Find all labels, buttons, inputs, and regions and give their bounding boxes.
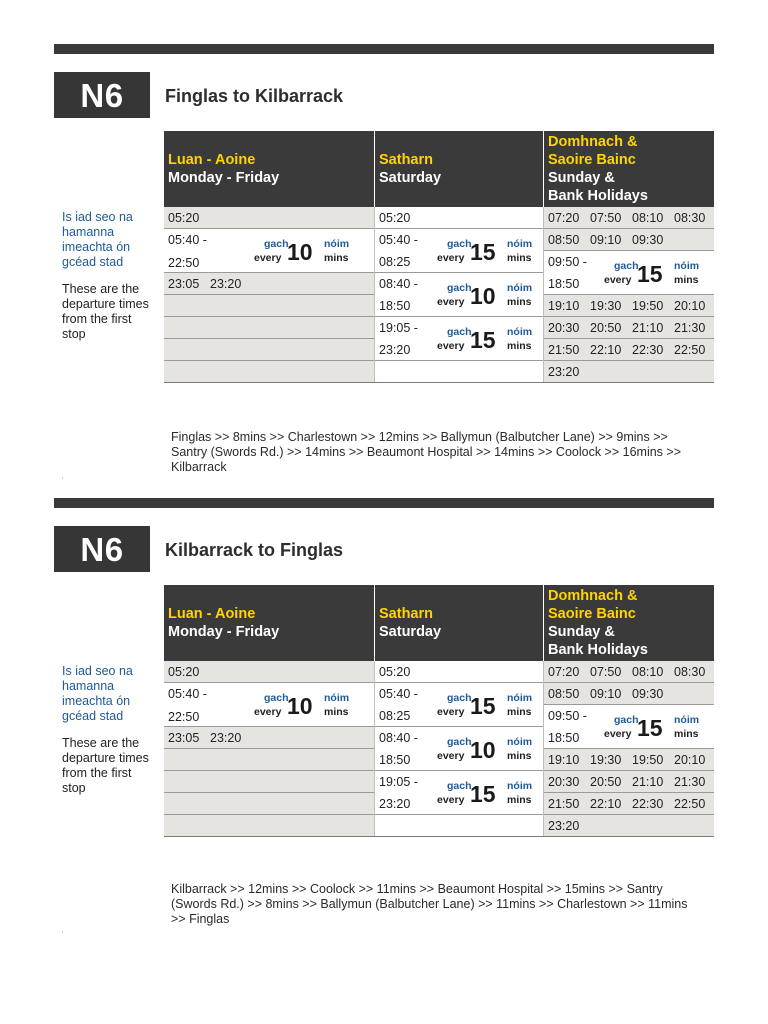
- sunday-column: [544, 207, 714, 383]
- side-note-irish: Is iad seo na hamanna imeachta ón gcéad stad: [62, 664, 133, 723]
- saturday-range-2-end: 18:50: [379, 299, 411, 313]
- sunday-time: 20:10: [674, 299, 706, 313]
- header-weekday: [164, 131, 375, 207]
- weekday-column: [164, 661, 375, 837]
- saturday-frequency-2: gach every 10 nóim mins: [437, 736, 533, 763]
- header-weekday-english: Monday - Friday: [168, 170, 280, 186]
- timetable-body: [164, 661, 714, 837]
- weekday-late-time-2: 23:20: [210, 277, 242, 291]
- sunday-time: 22:10: [590, 797, 622, 811]
- sunday-time: 21:30: [674, 775, 706, 789]
- header-saturday-irish: Satharn: [379, 152, 433, 168]
- header-sunday-irish-2: Saoire Bainc: [548, 152, 636, 168]
- weekday-late-time-2: 23:20: [210, 731, 242, 745]
- weekday-column: [164, 207, 375, 383]
- sunday-time: 08:10: [632, 665, 664, 679]
- sunday-time: 07:50: [590, 211, 622, 225]
- sunday-time: 19:50: [632, 753, 664, 767]
- weekday-range-end: 22:50: [168, 710, 200, 724]
- header-sunday: [544, 131, 714, 207]
- saturday-range-1-start: 05:40 -: [379, 233, 418, 247]
- footnote-mark: ': [62, 932, 64, 938]
- saturday-frequency-1: gach every 15 nóim mins: [437, 238, 533, 265]
- timetable-body: [164, 207, 714, 383]
- weekday-late-time-1: 23:05: [168, 277, 200, 291]
- saturday-first-time: 05:20: [379, 665, 411, 679]
- saturday-range-3-end: 23:20: [379, 797, 411, 811]
- side-note-irish: Is iad seo na hamanna imeachta ón gcéad stad: [62, 210, 133, 269]
- timetable-grid: [164, 585, 714, 837]
- saturday-range-1-end: 08:25: [379, 709, 411, 723]
- weekday-late-time-1: 23:05: [168, 731, 200, 745]
- weekday-frequency: gach every 10 nóim mins: [254, 692, 350, 719]
- sunday-time: 20:50: [590, 775, 622, 789]
- sunday-time: 19:10: [548, 753, 580, 767]
- side-note-english: These are the departure times from the first stop: [62, 282, 149, 341]
- sunday-time: 08:50: [548, 233, 580, 247]
- header-saturday: [375, 131, 544, 207]
- sunday-time: 21:30: [674, 321, 706, 335]
- header-weekday-irish: Luan - Aoine: [168, 606, 256, 622]
- sunday-time: 09:30: [632, 687, 664, 701]
- route-title: Finglas to Kilbarrack: [165, 86, 344, 106]
- sunday-range-end: 18:50: [548, 277, 580, 291]
- sunday-time: 20:30: [548, 775, 580, 789]
- saturday-frequency-2: gach every 10 nóim mins: [437, 282, 533, 309]
- saturday-range-2-start: 08:40 -: [379, 277, 418, 291]
- header-sunday: [544, 585, 714, 661]
- header-sunday-irish-1: Domhnach &: [548, 134, 638, 150]
- sunday-time: 22:30: [632, 343, 664, 357]
- sunday-time: 09:10: [590, 233, 622, 247]
- route-number-badge: N6: [54, 526, 150, 572]
- header-sunday-english-2: Bank Holidays: [548, 642, 648, 658]
- sunday-time: 19:50: [632, 299, 664, 313]
- saturday-range-1-end: 08:25: [379, 255, 411, 269]
- header-saturday-irish: Satharn: [379, 606, 433, 622]
- header-weekday: [164, 585, 375, 661]
- saturday-frequency-3: gach every 15 nóim mins: [437, 326, 533, 353]
- route-title: Kilbarrack to Finglas: [165, 540, 344, 560]
- sunday-time: 07:20: [548, 211, 580, 225]
- saturday-range-3-start: 19:05 -: [379, 775, 418, 789]
- side-note-english: These are the departure times from the first stop: [62, 736, 149, 795]
- section-divider-bar: [54, 498, 714, 508]
- sunday-time: 22:30: [632, 797, 664, 811]
- sunday-column: [544, 661, 714, 837]
- table-bottom-rule: [164, 382, 714, 383]
- route-stops-description: Finglas >> 8mins >> Charlestown >> 12mins >> Ballymun (Balbutcher Lane) >> 9mins >> Santry (Swords Rd.) >> 14mins >> Beaumont Hospital >> 14mins >> Coolock >> 16mins >> Kilbarrack: [171, 430, 681, 474]
- sunday-time: 22:50: [674, 797, 706, 811]
- sunday-time: 21:10: [632, 321, 664, 335]
- saturday-frequency-3: gach every 15 nóim mins: [437, 780, 533, 807]
- header-sunday-irish-1: Domhnach &: [548, 588, 638, 604]
- section-divider-bar: [54, 44, 714, 54]
- sunday-range-start: 09:50 -: [548, 709, 587, 723]
- saturday-range-3-start: 19:05 -: [379, 321, 418, 335]
- sunday-frequency: gach every 15 nóim mins: [604, 714, 700, 741]
- header-weekday-english: Monday - Friday: [168, 624, 280, 640]
- saturday-frequency-1: gach every 15 nóim mins: [437, 692, 533, 719]
- weekday-range-start: 05:40 -: [168, 687, 207, 701]
- table-bottom-rule: [164, 836, 714, 837]
- sunday-time: 21:50: [548, 797, 580, 811]
- sunday-frequency: gach every 15 nóim mins: [604, 260, 700, 287]
- header-sunday-english-2: Bank Holidays: [548, 188, 648, 204]
- route-number-badge: N6: [54, 72, 150, 118]
- saturday-first-time: 05:20: [379, 211, 411, 225]
- header-saturday-english: Saturday: [379, 170, 442, 186]
- sunday-range-start: 09:50 -: [548, 255, 587, 269]
- header-weekday-irish: Luan - Aoine: [168, 152, 256, 168]
- weekday-first-time: 05:20: [168, 665, 200, 679]
- sunday-time: 20:30: [548, 321, 580, 335]
- sunday-time: 21:10: [632, 775, 664, 789]
- sunday-time: 22:50: [674, 343, 706, 357]
- route-stops-description: Kilbarrack >> 12mins >> Coolock >> 11mins >> Beaumont Hospital >> 15mins >> Santry (Swords Rd.) >> 8mins >> Ballymun (Balbutcher Lane) >> 11mins >> Charlestown >> 11mins >> Finglas: [171, 882, 688, 926]
- header-sunday-irish-2: Saoire Bainc: [548, 606, 636, 622]
- weekday-range-end: 22:50: [168, 256, 200, 270]
- sunday-time: 19:30: [590, 753, 622, 767]
- header-sunday-english-1: Sunday &: [548, 170, 615, 186]
- saturday-range-2-start: 08:40 -: [379, 731, 418, 745]
- sunday-time: 08:50: [548, 687, 580, 701]
- sunday-time: 09:10: [590, 687, 622, 701]
- weekday-range-start: 05:40 -: [168, 233, 207, 247]
- weekday-frequency: gach every 10 nóim mins: [254, 238, 350, 265]
- saturday-range-2-end: 18:50: [379, 753, 411, 767]
- saturday-range-3-end: 23:20: [379, 343, 411, 357]
- sunday-time: 08:10: [632, 211, 664, 225]
- sunday-time: 21:50: [548, 343, 580, 357]
- timetable-section-outbound: [0, 0, 768, 484]
- header-saturday-english: Saturday: [379, 624, 442, 640]
- sunday-time: 07:50: [590, 665, 622, 679]
- saturday-column: [375, 207, 544, 383]
- sunday-time: 23:20: [548, 819, 580, 833]
- timetable-section-inbound: [0, 454, 768, 938]
- sunday-time: 22:10: [590, 343, 622, 357]
- sunday-range-end: 18:50: [548, 731, 580, 745]
- header-saturday: [375, 585, 544, 661]
- saturday-range-1-start: 05:40 -: [379, 687, 418, 701]
- sunday-time: 20:50: [590, 321, 622, 335]
- sunday-time: 08:30: [674, 665, 706, 679]
- sunday-time: 08:30: [674, 211, 706, 225]
- sunday-time: 09:30: [632, 233, 664, 247]
- weekday-first-time: 05:20: [168, 211, 200, 225]
- sunday-time: 07:20: [548, 665, 580, 679]
- sunday-time: 20:10: [674, 753, 706, 767]
- saturday-column: [375, 661, 544, 837]
- sunday-time: 23:20: [548, 365, 580, 379]
- sunday-time: 19:30: [590, 299, 622, 313]
- sunday-time: 19:10: [548, 299, 580, 313]
- header-sunday-english-1: Sunday &: [548, 624, 615, 640]
- footnote-mark: ': [62, 478, 64, 484]
- timetable-grid: [164, 131, 714, 383]
